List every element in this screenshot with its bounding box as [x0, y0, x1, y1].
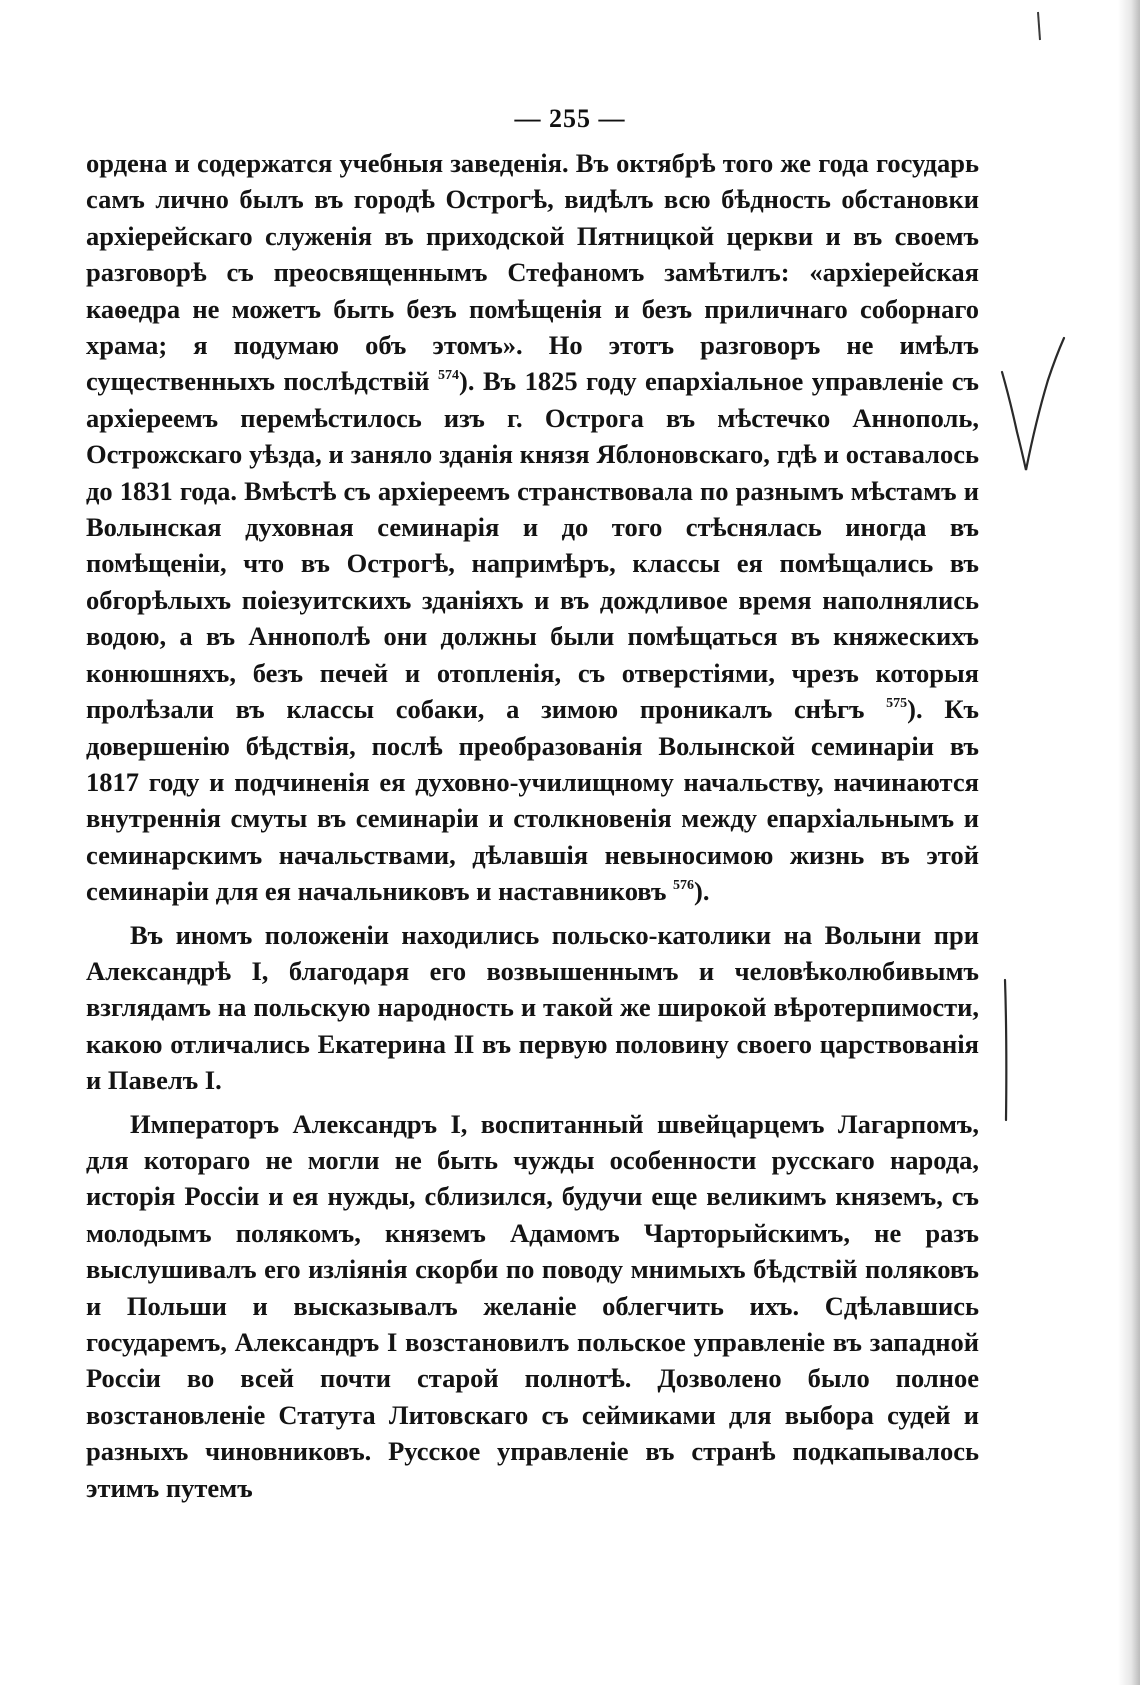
paragraph-3 — [86, 1106, 979, 1506]
text-run: Императоръ Александръ I, воспитанный швейцарцемъ Лагарпомъ, для котораго не могли не быть чужды особенности русскаго народа, исторія Россіи и ея нужды, сблизился, будучи еще великимъ княземъ, съ молодымъ полякомъ, княземъ Адамомъ Чарторыйскимъ, не разъ выслушивалъ его изліянія скорби по поводу мнимыхъ бѣдствій поляковъ и Польши и высказывалъ желаніе облегчить ихъ. Сдѣлавшись государемъ, Александръ I возстановилъ польское управленіе въ западной Россіи во всей почти старой полнотѣ. Дозволено было полное возстановленіе Статута Литовскаго съ сеймиками для выбора судей и разныхъ чиновниковъ. Русское управленіе въ странѣ подкапывалось этимъ путемъ — [86, 1108, 979, 1503]
page-number: — 255 — — [514, 104, 626, 133]
paragraph-1 — [86, 145, 979, 910]
scan-edge-shadow — [1118, 0, 1140, 1685]
footnote-ref-575: 575 — [886, 696, 908, 712]
pencil-margin-line — [1005, 980, 1006, 1120]
paragraph-2 — [86, 917, 979, 1099]
footnote-ref-576: 576 — [673, 878, 695, 894]
text-run: ). Въ 1825 году епархіальное управленіе съ архіереемъ перемѣстилось изъ г. Острога въ мѣстечко Аннополь, Острожскаго уѣзда, и заняло зданія князя Яблоновскаго, гдѣ и оставалось до 1831 года. Вмѣстѣ съ архіереемъ странствовала по разнымъ мѣстамъ и Волынская духовная семинарія и до того стѣснялась иногда въ помѣщеніи, что въ Острогѣ, напримѣръ, классы ея помѣщались въ обгорѣлыхъ поіезуитскихъ зданіяхъ и въ дождливое время наполнялись водою, а въ Аннополѣ они должны были помѣщаться въ княжескихъ конюшняхъ, безъ печей и отопленія, съ отверстіями, чрезъ которыя пролѣзали въ классы собаки, а зимою проникалъ снѣгъ — [86, 366, 979, 725]
text-run: Въ иномъ положеніи находились польско-католики на Волыни при Александрѣ I, благодаря его возвышеннымъ и человѣколюбивымъ взглядамъ на польскую народность и такой же широкой вѣротерпимости, какою отличались Екатерина II въ первую половину своего царствованія и Павелъ I. — [86, 919, 979, 1096]
text-run: ). Къ довершенію бѣдствія, послѣ преобразованія Волынской семинаріи въ 1817 году и подчиненія ея духовно-училищному начальству, начинаются внутреннія смуты въ семинаріи и столкновенія между епархіальнымъ и семинарскимъ начальствами, дѣлавшія невыносимою жизнь въ этой семинаріи для ея начальниковъ и наставниковъ — [86, 694, 979, 907]
page-text-body — [86, 145, 979, 1506]
pencil-tick-right-edge — [1038, 12, 1040, 40]
text-run: ). — [694, 876, 710, 907]
pencil-checkmark — [1002, 338, 1064, 470]
footnote-ref-574: 574 — [438, 368, 460, 384]
text-run: ордена и содержатся учебныя заведенія. Въ октябрѣ того же года государь самъ лично былъ въ городѣ Острогѣ, видѣлъ всю бѣдность обстановки архіерейскаго служенія въ приходской Пятницкой церкви и въ своемъ разговорѣ съ преосвященнымъ Стефаномъ замѣтилъ: «архіерейская каѳедра не можетъ быть безъ помѣщенія и безъ приличнаго соборнаго храма; я подумаю объ этомъ». Но этотъ разговоръ не имѣлъ существенныхъ послѣдствій — [86, 148, 979, 397]
